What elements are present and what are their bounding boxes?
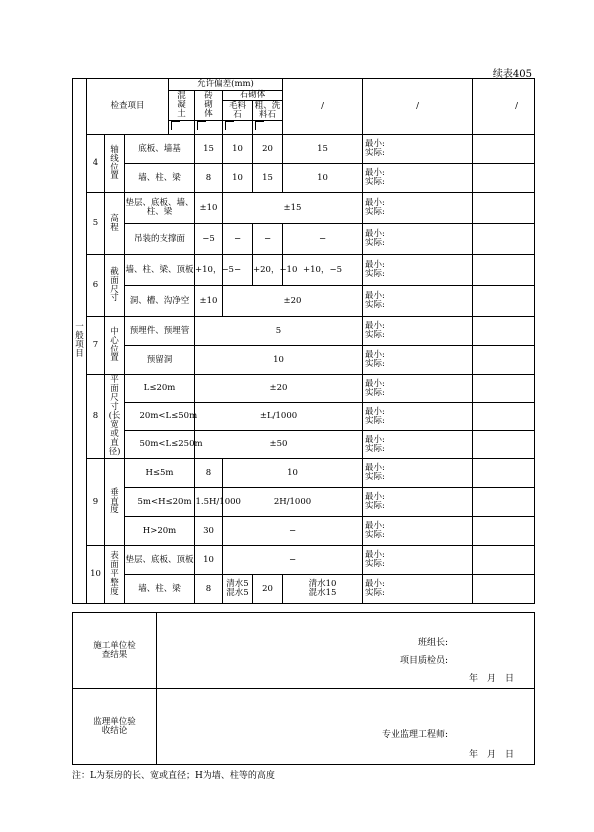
actual-label: 实际: <box>365 330 385 340</box>
min-label: 最小: <box>365 463 385 474</box>
cell-rough: − <box>283 224 363 255</box>
actual-label: 实际: <box>365 238 385 248</box>
cell-concrete <box>195 488 241 517</box>
actual-label: 实际: <box>365 443 385 454</box>
cell-rubble: 20 <box>253 575 283 604</box>
header-slash-2: / <box>363 79 473 135</box>
inspection-table <box>72 78 535 604</box>
header-slash-3: / <box>473 79 535 135</box>
header-rough-fine <box>253 101 283 121</box>
group-name-10 <box>105 546 125 604</box>
blank-cell[interactable] <box>473 403 535 431</box>
cell-rough: +10，−5 <box>283 255 363 286</box>
row-sub: 底板、墙基 <box>125 135 195 164</box>
measure-cell[interactable] <box>363 135 473 164</box>
header-tolerance: 允许偏差(mm) <box>169 79 283 91</box>
supervision-label-text: 监理单位验收结论 <box>93 716 136 736</box>
cell-all: 5 <box>195 317 363 346</box>
row-sub: 吊装的支撑面 <box>125 224 195 255</box>
checkbox-brick[interactable] <box>197 121 206 130</box>
min-label: 最小: <box>365 198 385 209</box>
cell-brick-text: 清水5 混水5 <box>226 579 249 598</box>
row-sub: 预埋件、预埋管 <box>125 317 195 346</box>
group-no-8: 8 <box>87 375 105 459</box>
row-sub: 洞、槽、沟净空 <box>125 286 195 317</box>
actual-label: 实际: <box>365 559 385 569</box>
cell-concrete: 10 <box>195 546 223 575</box>
blank-cell[interactable] <box>473 346 535 375</box>
cell-span: − <box>223 517 363 546</box>
checkbox-rough[interactable] <box>255 121 264 130</box>
supervision-date: 年 月 日 <box>468 750 514 760</box>
min-label: 最小: <box>365 321 385 332</box>
min-label: 最小: <box>365 168 385 179</box>
min-label: 最小: <box>365 550 385 561</box>
min-label: 最小: <box>365 434 385 445</box>
cell-rubble: 20 <box>253 135 283 164</box>
min-label: 最小: <box>365 492 385 503</box>
cell-all: 10 <box>195 346 363 375</box>
min-label: 最小: <box>365 291 385 302</box>
group-no-7: 7 <box>87 317 105 375</box>
row-sub: 预留洞 <box>125 346 195 375</box>
group-name-5-text: 高程 <box>110 213 119 233</box>
row-sub: 垫层、底板、墙、柱、梁 <box>125 193 195 224</box>
actual-label: 实际: <box>365 415 385 426</box>
cell-span: ±20 <box>223 286 363 317</box>
cell-all: ±50 <box>195 431 363 459</box>
group-no-5: 5 <box>87 193 105 255</box>
measure-cell[interactable] <box>363 575 473 604</box>
header-rubble <box>223 101 253 121</box>
cell-brick: 10 <box>223 164 253 193</box>
signature-table <box>72 612 535 765</box>
cell-rough: 10 <box>283 164 363 193</box>
blank-cell[interactable] <box>473 375 535 403</box>
cell-concrete: 8 <box>195 459 223 488</box>
cell-brick: − <box>223 255 253 286</box>
header-brick-text: 砖砌体 <box>204 91 213 119</box>
row-sub: 墙、柱、梁、顶板 <box>125 255 195 286</box>
cell-all: ±20 <box>195 375 363 403</box>
cell-rubble: +20，−10 <box>253 255 283 286</box>
actual-label: 实际: <box>365 269 385 279</box>
cell-span: 10 <box>223 459 363 488</box>
actual-label: 实际: <box>365 207 385 217</box>
cell-rough-text: 清水10 混水15 <box>308 579 337 598</box>
actual-label: 实际: <box>365 300 385 310</box>
group-name-8-text: 平面尺寸(长宽或直径) <box>108 375 121 457</box>
cell-concrete: −5 <box>195 224 223 255</box>
measure-cell[interactable] <box>363 193 473 224</box>
blank-cell[interactable] <box>473 546 535 575</box>
actual-label: 实际: <box>365 588 385 598</box>
blank-cell[interactable] <box>473 164 535 193</box>
measure-cell[interactable] <box>363 317 473 346</box>
min-label: 最小: <box>365 406 385 417</box>
blank-cell[interactable] <box>473 224 535 255</box>
row-sub: 墙、柱、梁 <box>125 575 195 604</box>
row-sub: H≤5m <box>125 459 195 488</box>
group-name-7-text: 中心位置 <box>110 326 119 364</box>
construction-sign-area[interactable] <box>157 613 535 689</box>
footnote: 注：L为泵房的长、宽或直径；H为墙、柱等的高度 <box>72 771 275 781</box>
min-label: 最小: <box>365 139 385 150</box>
min-label: 最小: <box>365 350 385 361</box>
row-sub-text: 50m<L≤250m <box>139 439 203 450</box>
supervision-label <box>73 689 157 765</box>
supervision-sign-area[interactable] <box>157 689 535 765</box>
header-concrete <box>169 91 195 121</box>
min-label: 最小: <box>365 378 385 389</box>
blank-cell[interactable] <box>473 431 535 459</box>
cell-concrete-text: 1.5H/1000 <box>195 496 241 507</box>
cell-concrete: 30 <box>195 517 223 546</box>
cell-concrete: ±10 <box>195 193 223 224</box>
measure-cell[interactable] <box>363 375 473 403</box>
cell-brick: − <box>223 224 253 255</box>
cell-span: 2H/1000 <box>223 488 363 517</box>
min-label: 最小: <box>365 521 385 532</box>
actual-label: 实际: <box>365 177 385 187</box>
group-name-10-text: 表面平整度 <box>110 551 119 597</box>
actual-label: 实际: <box>365 472 385 482</box>
row-sub: L≤20m <box>125 375 195 403</box>
blank-cell[interactable] <box>473 517 535 546</box>
cell-brick <box>223 575 253 604</box>
blank-cell[interactable] <box>473 317 535 346</box>
cell-rubble: − <box>253 224 283 255</box>
measure-cell[interactable] <box>363 403 473 431</box>
blank-cell[interactable] <box>473 135 535 164</box>
cell-concrete: +10，−5 <box>195 255 223 286</box>
cell-brick: 10 <box>223 135 253 164</box>
blank-cell[interactable] <box>473 255 535 286</box>
row-sub: 垫层、底板、顶板 <box>125 546 195 575</box>
group-name-4 <box>105 135 125 193</box>
checkbox-cell-rough[interactable] <box>253 121 283 135</box>
row-sub <box>125 431 203 459</box>
group-name-7 <box>105 317 125 375</box>
group-name-8 <box>105 375 125 459</box>
construction-label <box>73 613 157 689</box>
qc-label: 项目质检员: <box>399 656 448 666</box>
min-label: 最小: <box>365 260 385 271</box>
page-number: 续表405 <box>492 69 532 80</box>
measure-cell[interactable] <box>363 255 473 286</box>
header-rubble-text: 毛料石 <box>228 100 246 120</box>
header-stone: 石砌体 <box>223 91 283 101</box>
checkbox-cell-rubble[interactable] <box>223 121 253 135</box>
cell-concrete: 8 <box>195 575 223 604</box>
measure-cell[interactable] <box>363 546 473 575</box>
cell-concrete: ±10 <box>195 286 223 317</box>
group-name-9-text: 垂直度 <box>110 487 119 516</box>
header-check-item: 检查项目 <box>87 79 169 135</box>
header-rough-fine-text: 粗、洗料石 <box>254 100 281 120</box>
header-slash-1: / <box>283 79 363 135</box>
measure-cell[interactable] <box>363 431 473 459</box>
blank-cell[interactable] <box>473 193 535 224</box>
cell-rough <box>283 575 363 604</box>
actual-label: 实际: <box>365 387 385 398</box>
actual-label: 实际: <box>365 530 385 540</box>
cell-span: − <box>223 546 363 575</box>
actual-label: 实际: <box>365 501 385 511</box>
min-label: 最小: <box>365 229 385 240</box>
group-name-5 <box>105 193 125 255</box>
header-brick <box>195 91 223 121</box>
group-no-9: 9 <box>87 459 105 546</box>
row-sub: H>20m <box>125 517 195 546</box>
checkbox-concrete[interactable] <box>171 121 180 130</box>
row-sub-text: 5m<H≤20m <box>137 496 192 507</box>
group-name-6-text: 截面尺寸 <box>110 266 119 304</box>
row-sub-text: 20m<L≤50m <box>139 411 198 422</box>
group-name-9 <box>105 459 125 546</box>
blank-cell[interactable] <box>473 459 535 488</box>
group-no-4: 4 <box>87 135 105 193</box>
checkbox-cell-concrete[interactable] <box>169 121 195 135</box>
cell-rough: 15 <box>283 135 363 164</box>
header-concrete-text: 混凝土 <box>177 91 186 119</box>
measure-cell[interactable] <box>363 224 473 255</box>
blank-cell[interactable] <box>473 488 535 517</box>
cell-rubble: 15 <box>253 164 283 193</box>
team-leader-label: 班组长: <box>417 638 448 648</box>
checkbox-cell-brick[interactable] <box>195 121 223 135</box>
section-general-label <box>73 79 87 604</box>
construction-label-text: 施工单位检查结果 <box>93 640 136 660</box>
group-no-10: 10 <box>87 546 105 604</box>
construction-date: 年 月 日 <box>468 674 514 684</box>
cell-span: ±15 <box>223 193 363 224</box>
measure-cell[interactable] <box>363 346 473 375</box>
measure-cell[interactable] <box>363 459 473 488</box>
section-general-text: 一般项目 <box>75 322 84 359</box>
engineer-label: 专业监理工程师: <box>381 730 448 740</box>
row-sub <box>125 403 198 431</box>
checkbox-rubble[interactable] <box>225 121 234 130</box>
group-no-6: 6 <box>87 255 105 317</box>
measure-cell[interactable] <box>363 286 473 317</box>
cell-concrete: 15 <box>195 135 223 164</box>
cell-concrete: 8 <box>195 164 223 193</box>
min-label: 最小: <box>365 579 385 590</box>
actual-label: 实际: <box>365 148 385 158</box>
group-name-4-text: 轴线位置 <box>110 144 119 182</box>
blank-cell[interactable] <box>473 286 535 317</box>
cell-all: ±L/1000 <box>195 403 363 431</box>
blank-cell[interactable] <box>473 575 535 604</box>
group-name-6 <box>105 255 125 317</box>
actual-label: 实际: <box>365 359 385 369</box>
measure-cell[interactable] <box>363 164 473 193</box>
row-sub <box>125 488 195 517</box>
row-sub: 墙、柱、梁 <box>125 164 195 193</box>
measure-cell[interactable] <box>363 488 473 517</box>
measure-cell[interactable] <box>363 517 473 546</box>
